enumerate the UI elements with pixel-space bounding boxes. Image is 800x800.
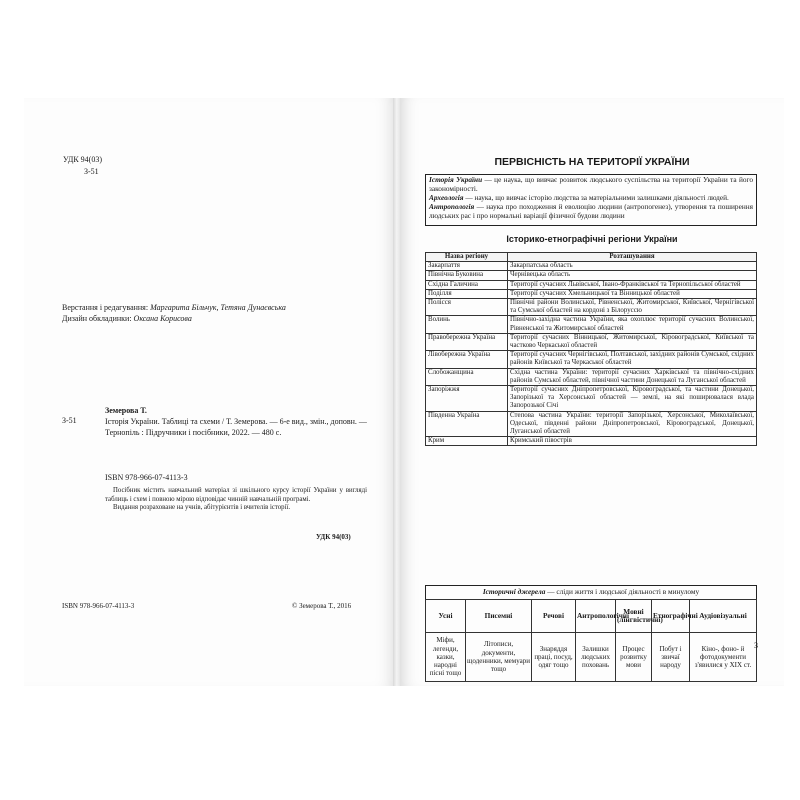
sources-table: [425, 599, 757, 682]
region-name: Правобережна Україна: [426, 333, 508, 350]
region-location: Східна частина України: території сучасних Харківської та північно-східних районів Сумської областей, північної частини Донецької та Луганської областей: [508, 368, 757, 385]
region-location: Північно-західна частина України, яка охоплює території сучасних Волинської, Рівненської та Житомирської областей: [508, 316, 757, 333]
column-header: Назва регіону: [426, 253, 508, 262]
right-page: [400, 98, 784, 686]
page-number: 3: [754, 641, 758, 650]
table-row: [426, 262, 757, 271]
table-row: [426, 289, 757, 298]
regions-title: Історико-етнографічні регіони України: [506, 234, 678, 244]
left-page: [24, 98, 394, 686]
source-type-examples: Знаряддя праці, посуд, одяг тощо: [532, 633, 576, 682]
source-type-header: Писемні: [466, 600, 532, 633]
table-row: [426, 351, 757, 368]
region-location: Кримський півострів: [508, 437, 757, 446]
region-name: Північна Буковина: [426, 271, 508, 280]
source-type-header: Етнографічні: [652, 600, 690, 633]
region-name: Слобожанщина: [426, 368, 508, 385]
source-type-examples: Кіно-, фоно- й фотодокументи з'явилися у XIX ст.: [690, 633, 757, 682]
udk-top: УДК 94(03): [63, 155, 102, 164]
source-type-examples: Залишки людських поховань: [576, 633, 616, 682]
region-name: Поділля: [426, 289, 508, 298]
region-name: Полісся: [426, 299, 508, 316]
source-type-header: Аудіовізуальні: [690, 600, 757, 633]
region-name: Запоріжжя: [426, 386, 508, 412]
catalog-code-top: З-51: [84, 167, 99, 176]
source-type-header: Антропологічні: [576, 600, 616, 633]
region-location: Північні райони Волинської, Рівненської, Житомирської, Київської, Чернігівської та Сумської областей на кордоні з Білоруссю: [508, 299, 757, 316]
region-name: Закарпаття: [426, 262, 508, 271]
regions-table: [425, 252, 757, 446]
sources-caption: Історичні джерела — сліди життя і людської діяльності в минулому: [425, 585, 757, 599]
definitions-box: [425, 174, 757, 226]
credits: [62, 302, 286, 324]
isbn-inline: ISBN 978-966-07-4113-3: [105, 473, 188, 482]
author-name: Земерова Т.: [105, 406, 147, 415]
region-location: Території сучасних Львівської, Івано-Франківської та Тернопільської областей: [508, 280, 757, 289]
region-location: Закарпатська область: [508, 262, 757, 271]
sources-header-row: [426, 600, 757, 633]
region-location: Території сучасних Вінницької, Житомирської, Кіровоградської, Київської та частково Черкаської областей: [508, 333, 757, 350]
audience-text: Видання розраховане на учнів, абітурієнтів і вчителів історії.: [113, 504, 291, 512]
region-location: Степова частина України: території Запорізької, Херсонської, Миколаївської, Одеської, південні райони Дніпропетровської, Кіровоградської, Донецької, Луганської областей: [508, 411, 757, 437]
source-type-examples: Міфи, легенди, казки, народні пісні тощо: [426, 633, 466, 682]
source-type-header: Речові: [532, 600, 576, 633]
credit-editing: Верстання і редагування: Маргарита Більчук, Тетяна Дунаєвська: [62, 303, 286, 312]
sources-values-row: [426, 633, 757, 682]
region-location: Території сучасних Чернігівської, Полтавської, західних районів Сумської, східних районів Київської та Черкаської областей: [508, 351, 757, 368]
table-row: [426, 299, 757, 316]
region-name: Лівобережна Україна: [426, 351, 508, 368]
isbn-footer: ISBN 978-966-07-4113-3: [62, 602, 135, 610]
definition-anthropology: Антропологія — наука про походження й еволюцію людини (антропогенез), утворення та поширення людських рас і про нормальні варіації фізичної будови людини: [429, 201, 753, 220]
page-title: ПЕРВІСНІСТЬ НА ТЕРИТОРІЇ УКРАЇНИ: [494, 156, 690, 168]
source-type-header: Усні: [426, 600, 466, 633]
column-header: Розташування: [508, 253, 757, 262]
region-name: Східна Галичина: [426, 280, 508, 289]
region-location: Території сучасних Хмельницької та Вінницької областей: [508, 289, 757, 298]
table-row: [426, 280, 757, 289]
table-row: [426, 316, 757, 333]
copyright: © Земерова Т., 2016: [292, 602, 352, 610]
annotation-text: Посібник містить навчальний матеріал зі шкільного курсу історії України у вигляді таблиць і схем і повною мірою відповідає чинній навчальній програмі.: [105, 487, 367, 503]
source-type-header: Мовні (лінгвістичні): [616, 600, 652, 633]
region-location: Чернівецька область: [508, 271, 757, 280]
region-name: Крим: [426, 437, 508, 446]
table-row: [426, 411, 757, 437]
region-name: Волинь: [426, 316, 508, 333]
region-name: Південна Україна: [426, 411, 508, 437]
table-row: [426, 271, 757, 280]
table-row: [426, 437, 757, 446]
bibliographic-entry: Історія України. Таблиці та схеми / Т. Земерова. — 6-е вид., змін., доповн. — Тернопіль : Підручники і посібники, 2022. — 480 с.: [105, 417, 367, 437]
definition-history: Історія України — це наука, що вивчає розвиток людського суспільства на території України та його закономірності.: [429, 175, 754, 193]
regions-header-row: [426, 253, 757, 262]
annotation: [105, 487, 367, 513]
credit-cover-design: Дизайн обкладинки: Оксана Корисова: [62, 314, 192, 323]
definition-archaeology: Археологія — наука, що вивчає історію людства за матеріальними залишками діяльності людей.: [429, 192, 729, 202]
source-type-examples: Процес розвитку мови: [616, 633, 652, 682]
catalog-code: З-51: [62, 416, 77, 425]
table-row: [426, 368, 757, 385]
source-type-examples: Побут і звичаї народу: [652, 633, 690, 682]
table-row: [426, 386, 757, 412]
region-location: Території сучасних Дніпропетровської, Кіровоградської, та частини Донецької, Запорізької та Херсонської областей — землі, на які поширювалася влада Запорозької Січі: [508, 386, 757, 412]
source-type-examples: Літописи, документи, щоденники, мемуари тощо: [466, 633, 532, 682]
udk-bottom: УДК 94(03): [316, 533, 351, 541]
table-row: [426, 333, 757, 350]
